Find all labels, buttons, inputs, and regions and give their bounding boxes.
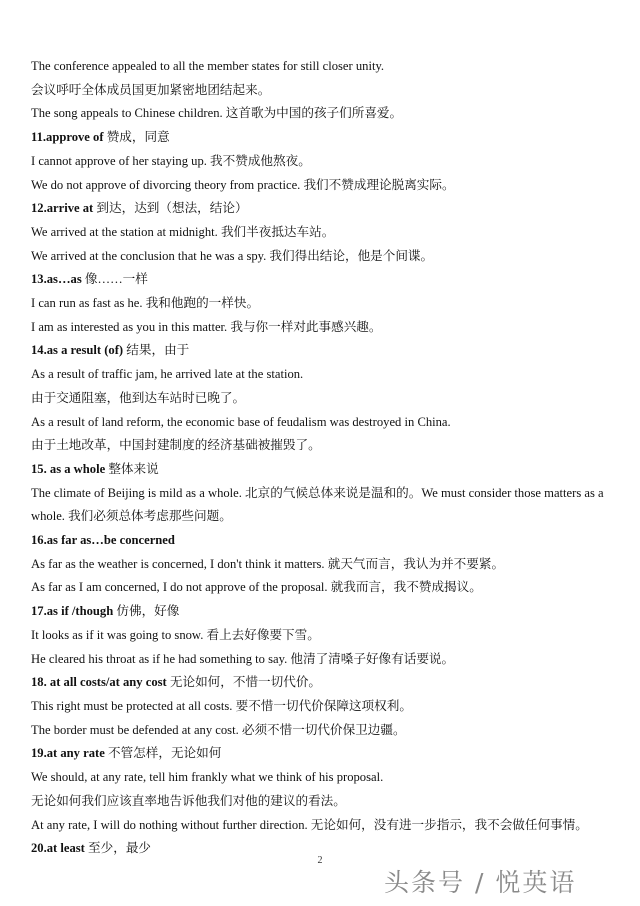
entry-term: 18. at all costs/at any cost bbox=[31, 675, 167, 690]
entry-meaning: 仿佛，好像 bbox=[116, 604, 180, 619]
entry-heading bbox=[31, 671, 616, 695]
entry-meaning: 整体来说 bbox=[108, 461, 159, 476]
example-sentence: We do not approve of divorcing theory from practice. 我们不赞成理论脱离实际。 bbox=[31, 177, 455, 192]
example-sentence: This right must be protected at all costs. 要不惜一切代价保障这项权利。 bbox=[31, 698, 412, 713]
example-sentence: As far as I am concerned, I do not approve of the proposal. 就我而言，我不赞成揭议。 bbox=[31, 580, 482, 595]
entry-heading bbox=[31, 339, 616, 363]
example-sentence: The border must be defended at any cost. 必须不惜一切代价保卫边疆。 bbox=[31, 722, 406, 737]
entry-term: 14.as a result (of) bbox=[31, 343, 124, 358]
example-sentence: As a result of land reform, the economic base of feudalism was destroyed in China. bbox=[31, 414, 451, 429]
example-sentence: The climate of Beijing is mild as a whole. 北京的气候总体来说是温和的。We must consider those matters as a whole. 我们必须总体考虑那些问题。 bbox=[31, 485, 604, 524]
entry-meaning: 到达，达到（想法，结论） bbox=[96, 201, 248, 216]
entry-meaning: 不管怎样，无论如何 bbox=[107, 746, 222, 761]
example-sentence: 由于交通阻塞，他到达车站时已晚了。 bbox=[31, 390, 246, 405]
entry-heading bbox=[31, 529, 616, 553]
entry-heading bbox=[31, 268, 616, 292]
entry-heading bbox=[31, 197, 616, 221]
entry-term: 11.approve of bbox=[31, 130, 104, 145]
entry-heading bbox=[31, 458, 616, 482]
example-sentence: 无论如何我们应该直率地告诉他我们对他的建议的看法。 bbox=[31, 793, 346, 808]
entry-term: 16.as far as…be concerned bbox=[31, 533, 175, 548]
document-body bbox=[31, 55, 616, 861]
entry-heading bbox=[31, 126, 616, 150]
entry-meaning: 至少，最少 bbox=[88, 841, 151, 856]
example-sentence: As a result of traffic jam, he arrived late at the station. bbox=[31, 367, 304, 382]
entry-term: 12.arrive at bbox=[31, 201, 94, 216]
entry-term: 17.as if /though bbox=[31, 604, 114, 619]
example-sentence: He cleared his throat as if he had something to say. 他清了清嗓子好像有话要说。 bbox=[31, 651, 455, 666]
entry-heading bbox=[31, 742, 616, 766]
entry-heading bbox=[31, 600, 616, 624]
example-sentence: I cannot approve of her staying up. 我不赞成他熬夜。 bbox=[31, 153, 311, 168]
example-sentence: I can run as fast as he. 我和他跑的一样快。 bbox=[31, 296, 260, 311]
entry-meaning: 无论如何，不惜一切代价。 bbox=[169, 675, 322, 690]
entry-meaning: 结果，由于 bbox=[126, 343, 190, 358]
example-sentence: We arrived at the conclusion that he was a spy. 我们得出结论，他是个间谍。 bbox=[31, 248, 434, 263]
entry-term: 20.at least bbox=[31, 841, 85, 856]
example-sentence: The conference appealed to all the member states for still closer unity. bbox=[31, 59, 385, 73]
example-sentence: I am as interested as you in this matter. 我与你一样对此事感兴趣。 bbox=[31, 319, 382, 334]
example-sentence: 会议呼吁全体成员国更加紧密地团结起来。 bbox=[31, 82, 271, 97]
example-sentence: 由于土地改革，中国封建制度的经济基础被摧毁了。 bbox=[31, 438, 321, 453]
example-sentence: We arrived at the station at midnight. 我们半夜抵达车站。 bbox=[31, 224, 335, 239]
example-sentence: We should, at any rate, tell him frankly what we think of his proposal. bbox=[31, 770, 384, 785]
example-sentence: The song appeals to Chinese children. 这首歌为中国的孩子们所喜爱。 bbox=[31, 106, 403, 121]
page-number: 2 bbox=[317, 855, 323, 866]
example-sentence: At any rate, I will do nothing without further direction. 无论如何，没有进一步指示，我不会做任何事情。 bbox=[31, 817, 588, 832]
entry-term: 15. as a whole bbox=[31, 461, 106, 476]
entry-term: 19.at any rate bbox=[31, 746, 105, 761]
watermark: 头条号 / 悦英语 bbox=[384, 868, 577, 897]
entry-meaning: 像……一样 bbox=[84, 272, 148, 287]
example-sentence: As far as the weather is concerned, I don't think it matters. 就天气而言，我认为并不要紧。 bbox=[31, 556, 505, 571]
example-sentence: It looks as if it was going to snow. 看上去好像要下雪。 bbox=[31, 627, 320, 642]
entry-term: 13.as…as bbox=[31, 272, 82, 287]
entry-meaning: 赞成，同意 bbox=[106, 130, 170, 145]
